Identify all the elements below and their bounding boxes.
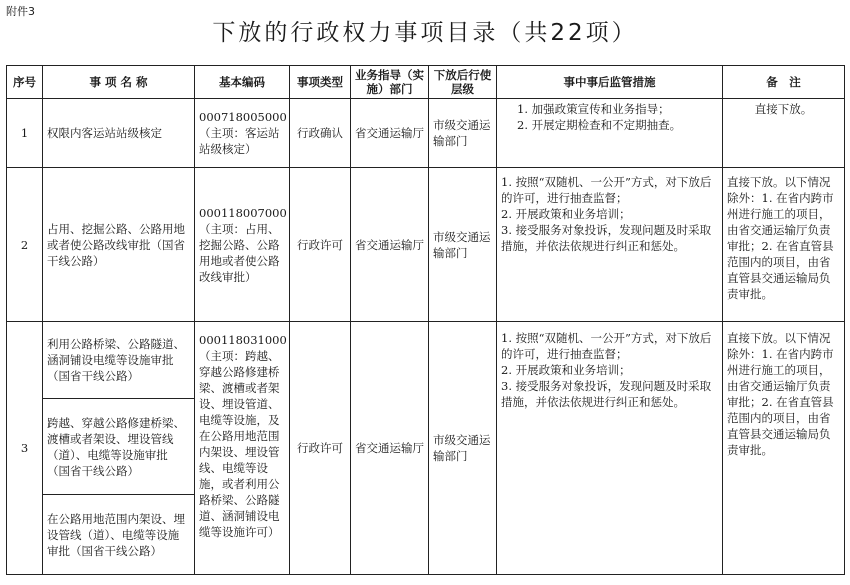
header-dept: 业务指导（实施）部门 xyxy=(351,66,429,99)
table-row xyxy=(7,99,845,168)
supervision-measures: 1. 按照“双随机、一公开”方式，对下放后的许可，进行抽查监督； 2. 开展政策和业务培训； 3. 接受服务对象投诉，发现问题及时采取措施，并依法依规进行纠正和惩处。 xyxy=(497,322,723,575)
header-remark: 备 注 xyxy=(723,66,845,99)
row-no: 1 xyxy=(7,99,43,168)
table-row xyxy=(7,322,845,399)
header-name: 事 项 名 称 xyxy=(43,66,195,99)
item-name: 在公路用地范围内架设、埋设管线（道）、电缆等设施审批（国省干线公路） xyxy=(43,495,195,575)
remark: 直接下放。 xyxy=(723,99,845,168)
item-type: 行政许可 xyxy=(290,322,351,575)
item-name: 权限内客运站站级核定 xyxy=(43,99,195,168)
base-code: 000718005000（主项：客运站站级核定） xyxy=(195,99,290,168)
item-type: 行政许可 xyxy=(290,168,351,322)
table-row xyxy=(7,168,845,322)
item-name: 跨越、穿越公路修建桥梁、渡槽或者架设、埋设管线（道）、电缆等设施审批（国省干线公路） xyxy=(43,399,195,495)
attachment-label: 附件3 xyxy=(6,5,35,18)
power-items-table xyxy=(6,65,845,575)
table-header-row xyxy=(7,66,845,99)
remark: 直接下放。以下情况除外：1. 在省内跨市州进行施工的项目，由省交通运输厅负责审批；2. 在省直管县范围内的项目，由省直管县交通运输局负责审批。 xyxy=(723,322,845,575)
supervision-measures: 1. 按照“双随机、一公开”方式，对下放后的许可，进行抽查监督； 2. 开展政策和业务培训； 3. 接受服务对象投诉，发现问题及时采取措施，并依法依规进行纠正和惩处。 xyxy=(497,168,723,322)
header-no: 序号 xyxy=(7,66,43,99)
item-type: 行政确认 xyxy=(290,99,351,168)
exec-level: 市级交通运输部门 xyxy=(429,322,497,575)
guide-dept: 省交通运输厅 xyxy=(351,168,429,322)
header-code: 基本编码 xyxy=(195,66,290,99)
exec-level: 市级交通运输部门 xyxy=(429,168,497,322)
row-no: 2 xyxy=(7,168,43,322)
supervision-measures: 1. 加强政策宣传和业务指导； 2. 开展定期检查和不定期抽查。 xyxy=(497,99,723,168)
item-name: 占用、挖掘公路、公路用地或者使公路改线审批（国省干线公路） xyxy=(43,168,195,322)
base-code: 000118007000（主项：占用、挖掘公路、公路用地或者使公路改线审批） xyxy=(195,168,290,322)
row-no: 3 xyxy=(7,322,43,575)
remark: 直接下放。以下情况除外：1. 在省内跨市州进行施工的项目，由省交通运输厅负责审批；2. 在省直管县范围内的项目，由省直管县交通运输局负责审批。 xyxy=(723,168,845,322)
base-code: 000118031000（主项：跨越、穿越公路修建桥梁、渡槽或者架设、埋设管道、电缆等设施，及在公路用地范围内架设、埋设管线、电缆等设施，或者利用公路桥梁、公路隧道、涵洞铺设电缆等设施许可） xyxy=(195,322,290,575)
header-type: 事项类型 xyxy=(290,66,351,99)
guide-dept: 省交通运输厅 xyxy=(351,322,429,575)
guide-dept: 省交通运输厅 xyxy=(351,99,429,168)
header-measures: 事中事后监管措施 xyxy=(497,66,723,99)
page-title: 下放的行政权力事项目录（共22项） xyxy=(212,20,638,46)
item-name: 利用公路桥梁、公路隧道、涵洞铺设电缆等设施审批（国省干线公路） xyxy=(43,322,195,399)
header-level: 下放后行使层级 xyxy=(429,66,497,99)
exec-level: 市级交通运输部门 xyxy=(429,99,497,168)
